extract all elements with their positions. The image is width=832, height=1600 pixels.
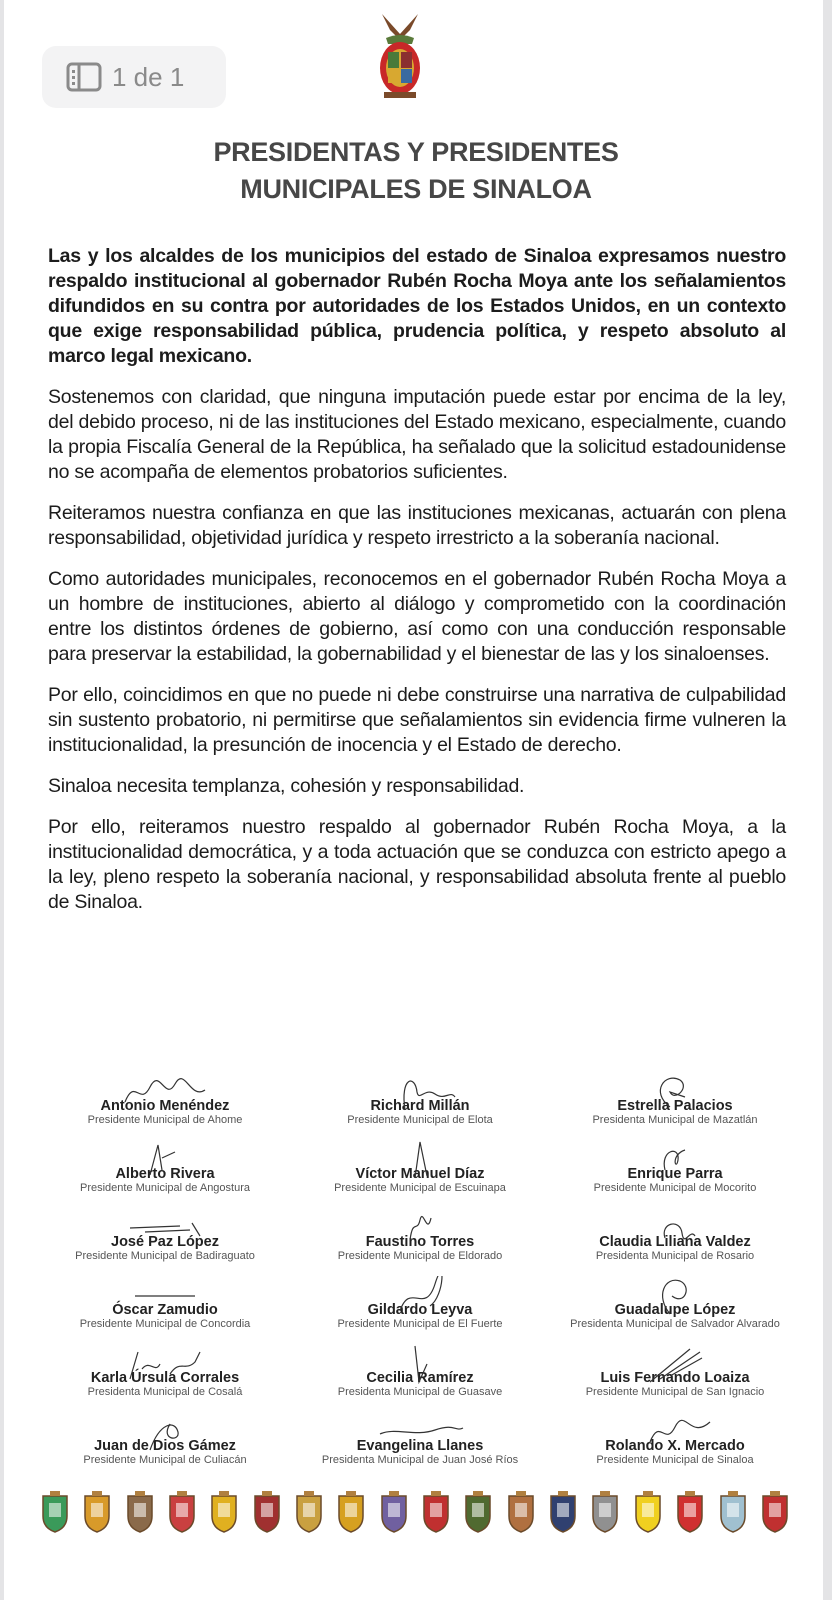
municipal-crest-icon	[633, 1490, 663, 1534]
signatory	[40, 1270, 290, 1338]
handwritten-signature-icon	[630, 1412, 720, 1452]
title-line-2: MUNICIPALES DE SINALOA	[240, 174, 592, 204]
signatory	[40, 1406, 290, 1474]
handwritten-signature-icon	[120, 1412, 210, 1452]
municipal-crest-icon	[40, 1490, 70, 1534]
signatory-name: Guadalupe López	[614, 1302, 736, 1318]
signatory	[550, 1134, 800, 1202]
viewer-edge-left	[0, 0, 4, 1600]
signatory	[290, 1134, 550, 1202]
signatory	[40, 1202, 290, 1270]
municipal-crest-icon	[252, 1490, 282, 1534]
signatory-name: Luis Fernando Loaiza	[600, 1370, 750, 1386]
signatory	[40, 1134, 290, 1202]
signatory-role: Presidente Municipal de Culiacán	[83, 1454, 247, 1466]
paragraph: Sostenemos con claridad, que ninguna imputación puede estar por encima de la ley, del debido proceso, ni de las instituciones del Estado mexicano, especialmente, cuando la propia Fiscalía General de la República, ha señalado que la solicitud estadounidense no se acompaña de elementos probatorios suficientes.	[48, 386, 786, 483]
signatory-role: Presidente Municipal de San Ignacio	[585, 1386, 765, 1398]
handwritten-signature-icon	[120, 1140, 210, 1180]
paragraph-lead: Las y los alcaldes de los municipios del estado de Sinaloa expresamos nuestro respaldo institucional al gobernador Rubén Rocha Moya ante los señalamientos difundidos en su contra por autoridades de los Estados Unidos, en un contexto que exige responsabilidad pública, prudencia política, y respeto absoluto al marco legal mexicano.	[48, 245, 786, 367]
handwritten-signature-icon	[375, 1412, 465, 1452]
municipal-crest-icon	[506, 1490, 536, 1534]
signatory-role: Presidenta Municipal de Guasave	[337, 1386, 503, 1398]
handwritten-signature-icon	[630, 1344, 720, 1384]
signatory-role: Presidente Municipal de Concordia	[79, 1318, 251, 1330]
signatory-name: Alberto Rivera	[115, 1166, 215, 1182]
document-title	[0, 134, 832, 208]
signatory-role: Presidenta Municipal de Juan José Ríos	[321, 1454, 519, 1466]
handwritten-signature-icon	[630, 1208, 720, 1248]
signatory-name: Rolando X. Mercado	[605, 1438, 745, 1454]
handwritten-signature-icon	[630, 1072, 720, 1112]
page-indicator-text: 1 de 1	[112, 61, 185, 92]
signatory	[290, 1066, 550, 1134]
paragraph: Sinaloa necesita templanza, cohesión y responsabilidad.	[48, 775, 525, 797]
signatory-name: Richard Millán	[370, 1098, 470, 1114]
municipal-crest-icon	[167, 1490, 197, 1534]
signatory	[40, 1338, 290, 1406]
signatory-name: Víctor Manuel Díaz	[355, 1166, 485, 1182]
municipal-crest-icon	[336, 1490, 366, 1534]
paragraph: Por ello, reiteramos nuestro respaldo al gobernador Rubén Rocha Moya, a la institucionalidad democrática, y a toda actuación que se conduzca con estricto apego a la ley, pleno respeto la soberanía nacional, y responsabilidad absoluta frente al pueblo de Sinaloa.	[48, 816, 786, 913]
signatory-name: Gildardo Leyva	[367, 1302, 473, 1318]
municipal-crest-icon	[463, 1490, 493, 1534]
sidebar-pages-icon	[66, 62, 102, 92]
handwritten-signature-icon	[120, 1072, 210, 1112]
signatory-name: José Paz López	[111, 1234, 219, 1250]
signatory	[290, 1202, 550, 1270]
municipal-crest-icon	[675, 1490, 705, 1534]
handwritten-signature-icon	[375, 1140, 465, 1180]
signatory-name: Karla Úrsula Corrales	[90, 1370, 240, 1386]
paragraph: Como autoridades municipales, reconocemos en el gobernador Rubén Rocha Moya a un hombre de instituciones, abierto al diálogo y comprometido con la coordinación entre los distintos órdenes de gobierno, así como con una conducción responsable para preservar la estabilidad, la gobernabilidad y el bienestar de las y los sinaloenses.	[48, 568, 786, 665]
signatory	[550, 1406, 800, 1474]
municipal-crest-icon	[294, 1490, 324, 1534]
sinaloa-coat-of-arms-icon	[372, 10, 428, 102]
signatory-name: Enrique Parra	[627, 1166, 723, 1182]
signatory	[550, 1202, 800, 1270]
signatory-role: Presidente Municipal de Badiraguato	[75, 1250, 255, 1262]
signatories-grid	[40, 1066, 800, 1474]
signatory-role: Presidenta Municipal de Mazatlán	[592, 1114, 758, 1126]
handwritten-signature-icon	[120, 1276, 210, 1316]
signatory-role: Presidente Municipal de Escuinapa	[334, 1182, 506, 1194]
handwritten-signature-icon	[630, 1140, 720, 1180]
municipal-crest-icon	[209, 1490, 239, 1534]
title-line-1: PRESIDENTAS Y PRESIDENTES	[213, 137, 619, 167]
signatory-role: Presidente Municipal de Angostura	[80, 1182, 250, 1194]
handwritten-signature-icon	[375, 1072, 465, 1112]
signatory-name: Estrella Palacios	[617, 1098, 733, 1114]
municipal-crest-icon	[590, 1490, 620, 1534]
municipal-crest-icon	[421, 1490, 451, 1534]
municipal-crest-icon	[718, 1490, 748, 1534]
handwritten-signature-icon	[120, 1208, 210, 1248]
signatory-role: Presidente Municipal de Eldorado	[337, 1250, 503, 1262]
signatory-name: Juan de Dios Gámez	[94, 1438, 236, 1454]
handwritten-signature-icon	[630, 1276, 720, 1316]
paragraph: Reiteramos nuestra confianza en que las instituciones mexicanas, actuarán con plena responsabilidad, objetividad jurídica y respeto irrestricto a la soberanía nacional.	[48, 502, 786, 549]
signatory	[290, 1406, 550, 1474]
page-indicator-button[interactable]	[42, 46, 226, 108]
municipal-crest-icon	[125, 1490, 155, 1534]
viewer-scrollbar[interactable]	[823, 0, 832, 1600]
document-body	[48, 244, 786, 931]
handwritten-signature-icon	[375, 1344, 465, 1384]
signatory-role: Presidente Municipal de Ahome	[87, 1114, 243, 1126]
municipal-crests-row	[40, 1490, 790, 1534]
signatory-role: Presidente Municipal de Sinaloa	[596, 1454, 754, 1466]
handwritten-signature-icon	[120, 1344, 210, 1384]
signatory	[550, 1270, 800, 1338]
signatory-role: Presidenta Municipal de Salvador Alvarado	[570, 1318, 780, 1330]
signatory	[40, 1066, 290, 1134]
paragraph: Por ello, coincidimos en que no puede ni debe construirse una narrativa de culpabilidad sin sustento probatorio, ni permitirse que señalamientos sin evidencia firme vulneren la institucionalidad, la presunción de inocencia y el Estado de derecho.	[48, 684, 786, 756]
municipal-crest-icon	[760, 1490, 790, 1534]
signatory-role: Presidenta Municipal de Cosalá	[87, 1386, 243, 1398]
signatory	[290, 1270, 550, 1338]
handwritten-signature-icon	[375, 1276, 465, 1316]
signatory-name: Antonio Menéndez	[100, 1098, 230, 1114]
signatory-name: Faustino Torres	[365, 1234, 475, 1250]
signatory-name: Evangelina Llanes	[356, 1438, 484, 1454]
municipal-crest-icon	[82, 1490, 112, 1534]
municipal-crest-icon	[548, 1490, 578, 1534]
signatory	[290, 1338, 550, 1406]
signatory-name: Óscar Zamudio	[112, 1302, 218, 1318]
signatory-role: Presidente Municipal de Mocorito	[593, 1182, 757, 1194]
signatory-role: Presidenta Municipal de Rosario	[595, 1250, 755, 1262]
municipal-crest-icon	[379, 1490, 409, 1534]
handwritten-signature-icon	[375, 1208, 465, 1248]
signatory-role: Presidente Municipal de Elota	[347, 1114, 493, 1126]
signatory	[550, 1066, 800, 1134]
signatory-name: Claudia Liliana Valdez	[599, 1234, 751, 1250]
signatory	[550, 1338, 800, 1406]
signatory-name: Cecilia Ramírez	[366, 1370, 474, 1386]
signatory-role: Presidente Municipal de El Fuerte	[337, 1318, 503, 1330]
